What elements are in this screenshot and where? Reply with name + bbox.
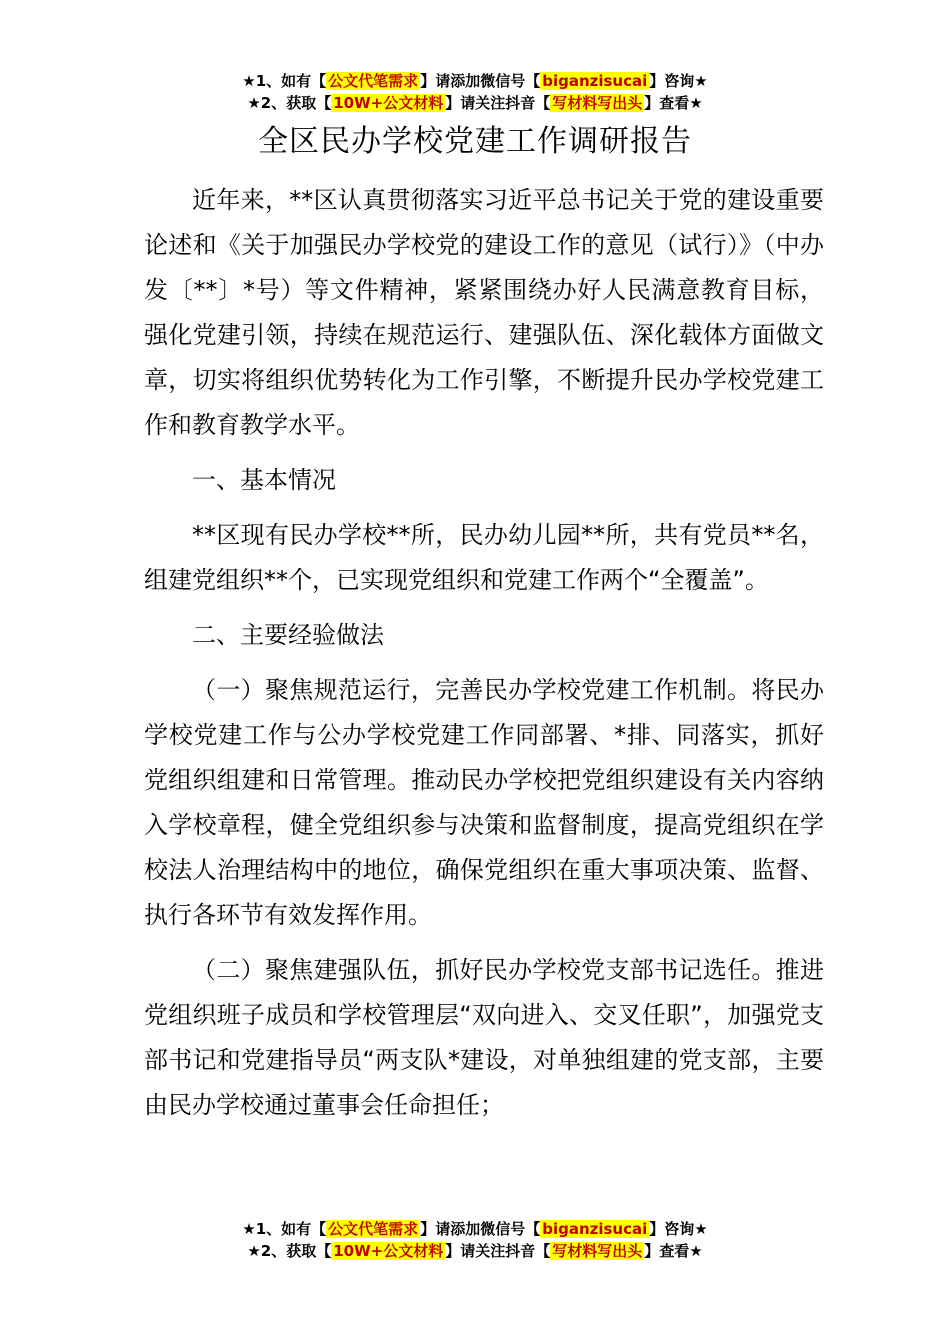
- promo-highlight: 10W+公文材料: [333, 94, 444, 112]
- section-heading-basic-situation: 一、基本情况: [192, 466, 336, 494]
- promo-douyin-id: 写材料写出头: [552, 1242, 643, 1260]
- footer-promo-banner: [0, 1218, 950, 1262]
- basic-situation-paragraph: **区现有民办学校**所，民办幼儿园**所，共有党员**名，组建党组织**个，已实现党组织和党建工作两个“全覆盖”。: [144, 521, 824, 594]
- section-heading-main-experience: 二、主要经验做法: [192, 621, 384, 649]
- header-promo-banner: [0, 70, 950, 114]
- experience-paragraph-2: （二）聚焦建强队伍，抓好民办学校党支部书记选任。推进党组织班子成员和学校管理层“双向进入、交叉任职”，加强党支部书记和党建指导员“两支队*建设，对单独组建的党支部，主要由民办学校通过董事会任命担任；: [144, 956, 824, 1119]
- promo-line-1: ★1、如有【 公文代笔需求 】请添加微信号【 biganzisucai 】咨询★: [242, 72, 708, 90]
- promo-line-2: ★2、获取【 10W+公文材料 】请关注抖音【 写材料写出头 】查看★: [247, 1242, 703, 1260]
- intro-paragraph: 近年来，**区认真贯彻落实习近平总书记关于党的建设重要论述和《关于加强民办学校党的建设工作的意见（试行）》（中办发〔**〕*号）等文件精神，紧紧围绕办好人民满意教育目标，强化党建引领，持续在规范运行、建强队伍、深化载体方面做文章，切实将组织优势转化为工作引擎，不断提升民办学校党建工作和教育教学水平。: [144, 186, 824, 439]
- promo-highlight: 公文代笔需求: [328, 1220, 419, 1238]
- promo-douyin-id: 写材料写出头: [552, 94, 643, 112]
- promo-line-1: ★1、如有【 公文代笔需求 】请添加微信号【 biganzisucai 】咨询★: [242, 1220, 708, 1238]
- promo-line-2: ★2、获取【 10W+公文材料 】请关注抖音【 写材料写出头 】查看★: [247, 94, 703, 112]
- promo-wechat-id: biganzisucai: [542, 72, 648, 90]
- promo-highlight: 10W+公文材料: [333, 1242, 444, 1260]
- promo-highlight: 公文代笔需求: [328, 72, 419, 90]
- document-body: [144, 178, 824, 1138]
- document-title: 全区民办学校党建工作调研报告: [258, 124, 692, 159]
- experience-paragraph-1: （一）聚焦规范运行，完善民办学校党建工作机制。将民办学校党建工作与公办学校党建工作同部署、*排、同落实，抓好党组织组建和日常管理。推动民办学校把党组织建设有关内容纳入学校章程，健全党组织参与决策和监督制度，提高党组织在学校法人治理结构中的地位，确保党组织在重大事项决策、监督、执行各环节有效发挥作用。: [144, 676, 824, 929]
- promo-wechat-id: biganzisucai: [542, 1220, 648, 1238]
